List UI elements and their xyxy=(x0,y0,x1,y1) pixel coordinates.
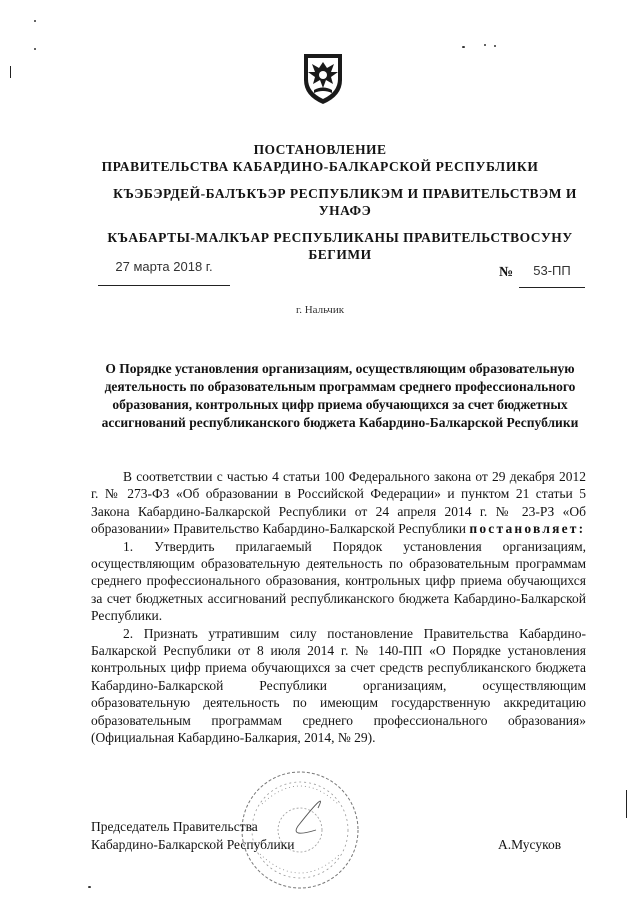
number-sign: № xyxy=(499,265,514,280)
date-underline xyxy=(98,285,230,286)
scan-speck xyxy=(88,886,91,888)
paragraph-item-2: 2. Признать утратившим силу постановление Правительства Кабардино-Балкарской Республики от 8 июля 2014 г. № 140-ПП «О Порядке установления контрольных цифр приема обучающихся за счет средств республиканского бюджета Кабардино-Балкарской Республики организациям, осуществляющим образовательную деятельность по имеющим государственную аккредитацию образовательным программам среднего профессионального образования» (Официальная Кабардино-Балкария, 2014, № 29). xyxy=(91,625,586,746)
scan-speck xyxy=(462,46,465,48)
scan-speck xyxy=(484,44,486,46)
signatory-name: А.Мусуков xyxy=(498,837,562,852)
signatory-position xyxy=(91,818,294,854)
header-line-3: КЪЭБЭРДЕЙ-БАЛЪКЪЭР РЕСПУБЛИКЭМ И ПРАВИТЕЛЬСТВЭМ И УНАФЭ xyxy=(113,186,577,218)
coat-of-arms-icon xyxy=(298,50,348,106)
scan-speck xyxy=(34,20,36,22)
document-city: г. Нальчик xyxy=(295,304,345,316)
header-line-2: ПРАВИТЕЛЬСТВА КАБАРДИНО-БАЛКАРСКОЙ РЕСПУБЛИКИ xyxy=(101,159,539,174)
document-number: 53-ПП xyxy=(533,263,571,278)
document-title: О Порядке установления организациям, осуществляющим образовательную деятельность по образовательным программам среднего профессионального образования, контрольных цифр приема обучающихся за счет бюджетных ассигнований республиканского бюджета Кабардино-Балкарской Республики xyxy=(101,361,579,430)
position-line-1: Председатель Правительства xyxy=(91,819,258,834)
scan-speck xyxy=(34,48,36,50)
resolves-keyword: постановляет: xyxy=(469,521,586,537)
paragraph-preamble xyxy=(91,468,586,538)
scan-mark xyxy=(626,790,627,818)
number-underline xyxy=(519,287,585,288)
document-date: 27 марта 2018 г. xyxy=(115,259,213,274)
preamble-text: В соответствии с частью 4 статьи 100 Федерального закона от 29 декабря 2012 г. № 273-ФЗ «Об образовании в Российской Федерации» и пунктом 21 статьи 5 Закона Кабардино-Балкарской Республики от 24 апреля 2014 г. № 23-РЗ «Об образовании» Правительство Кабардино-Балкарской Республики xyxy=(91,469,586,537)
header-line-1: ПОСТАНОВЛЕНИЕ xyxy=(253,142,387,157)
header-line-4: КЪАБАРТЫ-МАЛКЪАР РЕСПУБЛИКАНЫ ПРАВИТЕЛЬСТВОСУНУ БЕГИМИ xyxy=(107,230,573,262)
scan-mark xyxy=(10,66,11,78)
document-body xyxy=(91,468,586,747)
paragraph-item-1: 1. Утвердить прилагаемый Порядок установления организациям, осуществляющим образовательную деятельность по образовательным программам среднего профессионального образования, контрольных цифр приема обучающихся за счет бюджетных ассигнований республиканского бюджета Кабардино-Балкарской Республики. xyxy=(91,538,586,624)
scan-speck xyxy=(494,45,496,47)
position-line-2: Кабардино-Балкарской Республики xyxy=(91,837,295,852)
